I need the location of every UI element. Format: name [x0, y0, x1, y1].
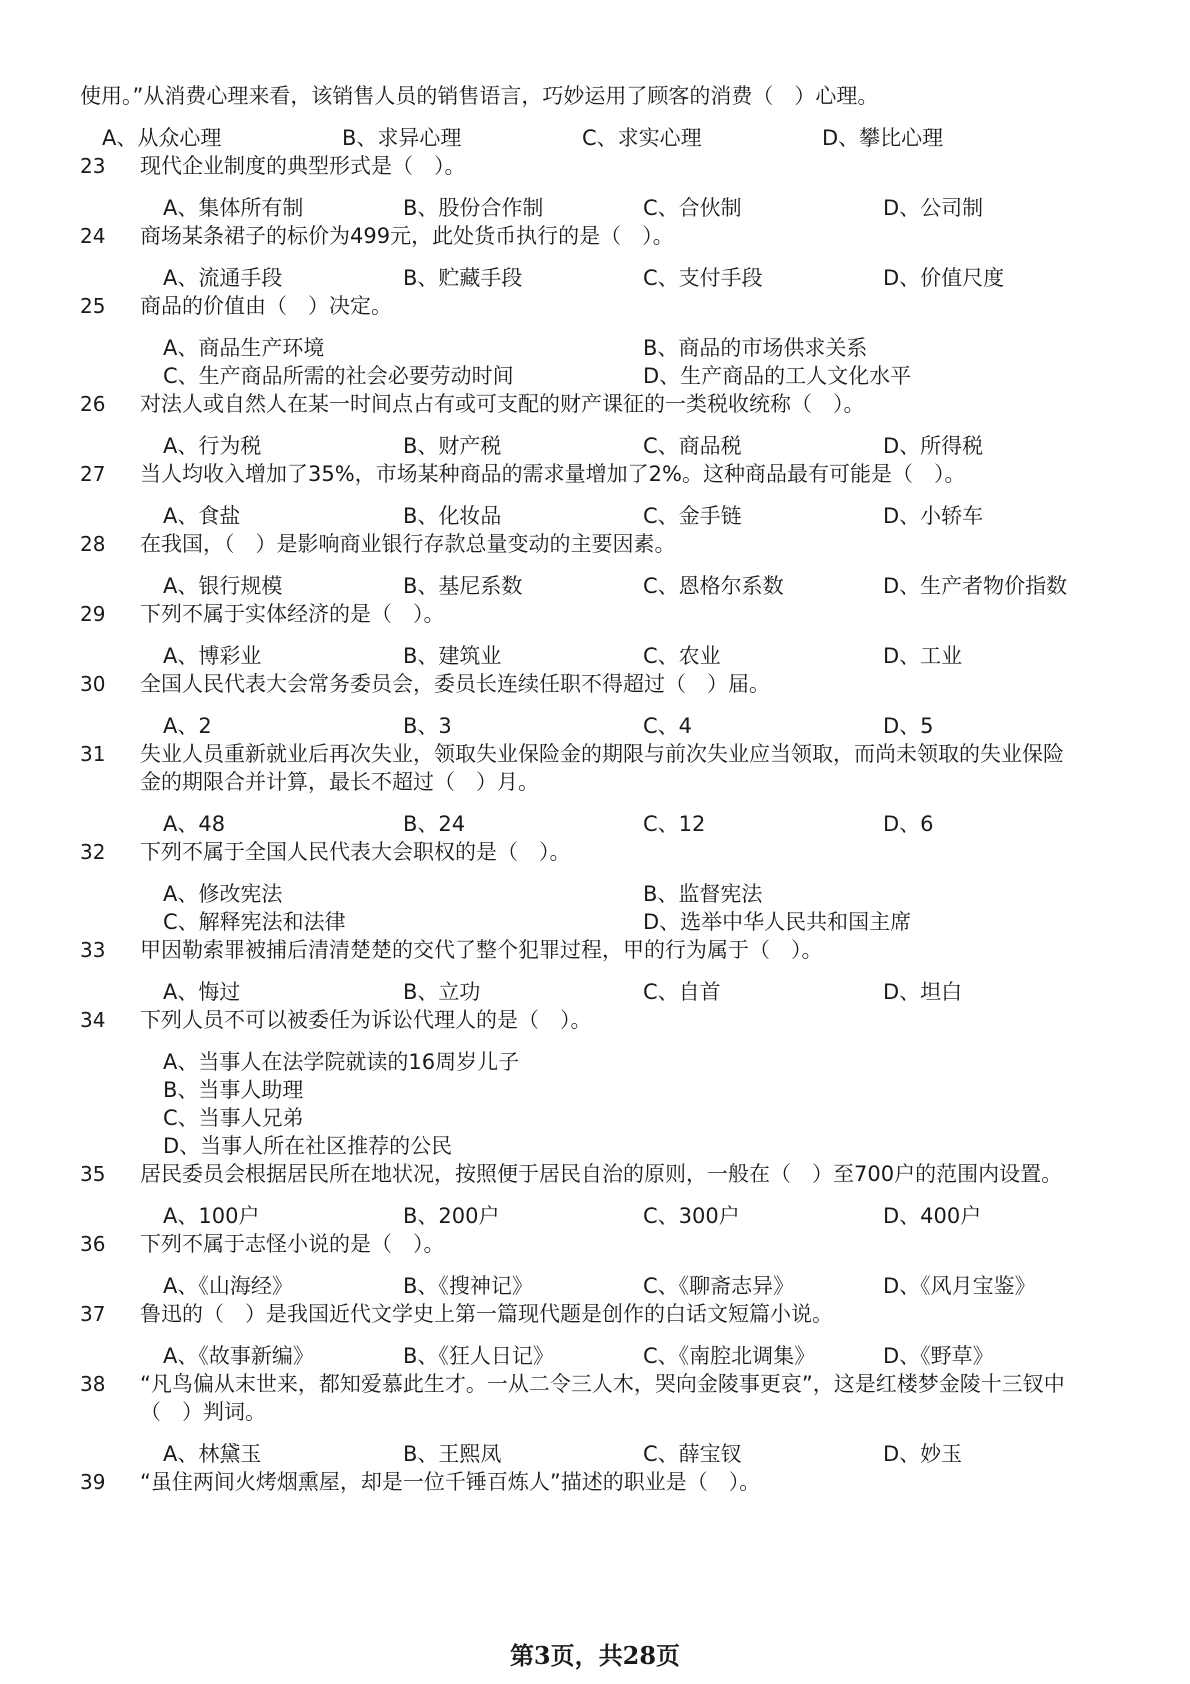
option-c: C、金手链: [643, 504, 742, 528]
option-c: C、4: [643, 714, 693, 738]
option-d: D、小轿车: [883, 504, 984, 528]
question-stem: 下列不属于实体经济的是（ ）。: [140, 602, 445, 626]
option-b: B、3: [403, 714, 452, 738]
question-stem: “虽住两间火烤烟熏屋，却是一位千锤百炼人”描述的职业是（ ）。: [140, 1470, 761, 1494]
option-c: C、商品税: [643, 434, 742, 458]
option-d: D、当事人所在社区推荐的公民: [163, 1134, 453, 1158]
question-number: 38: [80, 1372, 106, 1396]
question-stem: 全国人民代表大会常务委员会，委员长连续任职不得超过（ ）届。: [140, 672, 770, 696]
option-c: C、合伙制: [643, 196, 742, 220]
question-number: 29: [80, 602, 106, 626]
option-d: D、工业: [883, 644, 963, 668]
option-c: C、《聊斋志异》: [643, 1274, 795, 1298]
question-stem-line-2: （ ）判词。: [140, 1400, 266, 1424]
question-number: 31: [80, 742, 106, 766]
option-d: D、公司制: [883, 196, 984, 220]
question-stem: 下列人员不可以被委任为诉讼代理人的是（ ）。: [140, 1008, 592, 1032]
question-22-option-b: B、求异心理: [342, 126, 462, 150]
option-b: B、监督宪法: [643, 882, 763, 906]
option-a: A、《山海经》: [163, 1274, 293, 1298]
question-number: 35: [80, 1162, 106, 1186]
option-c: C、薛宝钗: [643, 1442, 742, 1466]
question-number: 30: [80, 672, 106, 696]
question-22-option-c: C、求实心理: [582, 126, 702, 150]
option-b: B、商品的市场供求关系: [643, 336, 868, 360]
option-b: B、基尼系数: [403, 574, 523, 598]
option-d: D、所得税: [883, 434, 984, 458]
question-stem: 居民委员会根据居民所在地状况，按照便于居民自治的原则，一般在（ ）至700户的范围内设置。: [140, 1162, 1063, 1186]
question-stem: 在我国，（ ）是影响商业银行存款总量变动的主要因素。: [140, 532, 676, 556]
option-a: A、当事人在法学院就读的16周岁儿子: [163, 1050, 520, 1074]
question-number: 28: [80, 532, 106, 556]
option-d: D、生产者物价指数: [883, 574, 1068, 598]
question-stem: 当人均收入增加了35%，市场某种商品的需求量增加了2%。这种商品最有可能是（ ）。: [140, 462, 966, 486]
question-stem: 甲因勒索罪被捕后清清楚楚的交代了整个犯罪过程，甲的行为属于（ ）。: [140, 938, 823, 962]
question-stem: 下列不属于志怪小说的是（ ）。: [140, 1232, 445, 1256]
option-b: B、《狂人日记》: [403, 1344, 554, 1368]
option-a: A、悔过: [163, 980, 241, 1004]
option-b: B、化妆品: [403, 504, 502, 528]
option-a: A、行为税: [163, 434, 262, 458]
option-c: C、生产商品所需的社会必要劳动时间: [163, 364, 514, 388]
option-d: D、400户: [883, 1204, 982, 1228]
option-a: A、48: [163, 812, 226, 836]
question-number: 23: [80, 154, 106, 178]
option-a: A、修改宪法: [163, 882, 283, 906]
option-d: D、《野草》: [883, 1344, 994, 1368]
question-22-option-a: A、从众心理: [102, 126, 222, 150]
option-b: B、200户: [403, 1204, 500, 1228]
option-d: D、生产商品的工人文化水平: [643, 364, 912, 388]
option-a: A、2: [163, 714, 212, 738]
option-a: A、集体所有制: [163, 196, 304, 220]
option-b: B、当事人助理: [163, 1078, 304, 1102]
option-b: B、贮藏手段: [403, 266, 523, 290]
question-22-option-d: D、攀比心理: [822, 126, 944, 150]
option-c: C、12: [643, 812, 706, 836]
option-d: D、6: [883, 812, 934, 836]
question-22-stem-tail: 使用。”从消费心理来看，该销售人员的销售语言，巧妙运用了顾客的消费（ ）心理。: [80, 84, 879, 108]
option-c: C、《南腔北调集》: [643, 1344, 816, 1368]
question-stem: 商场某条裙子的标价为499元，此处货币执行的是（ ）。: [140, 224, 674, 248]
question-number: 33: [80, 938, 106, 962]
option-a: A、银行规模: [163, 574, 283, 598]
option-d: D、《风月宝鉴》: [883, 1274, 1036, 1298]
option-c: C、300户: [643, 1204, 740, 1228]
option-c: C、农业: [643, 644, 721, 668]
option-b: B、24: [403, 812, 466, 836]
question-number: 34: [80, 1008, 106, 1032]
option-b: B、立功: [403, 980, 481, 1004]
option-c: C、恩格尔系数: [643, 574, 784, 598]
question-stem: 下列不属于全国人民代表大会职权的是（ ）。: [140, 840, 571, 864]
question-number: 39: [80, 1470, 106, 1494]
question-stem: 对法人或自然人在某一时间点占有或可支配的财产课征的一类税收统称（ ）。: [140, 392, 865, 416]
option-d: D、5: [883, 714, 934, 738]
question-number: 37: [80, 1302, 106, 1326]
question-stem: 商品的价值由（ ）决定。: [140, 294, 392, 318]
option-b: B、王熙凤: [403, 1442, 502, 1466]
question-number: 27: [80, 462, 106, 486]
option-b: B、财产税: [403, 434, 502, 458]
question-stem: 现代企业制度的典型形式是（ ）。: [140, 154, 466, 178]
option-d: D、选举中华人民共和国主席: [643, 910, 912, 934]
option-a: A、博彩业: [163, 644, 262, 668]
option-d: D、坦白: [883, 980, 963, 1004]
option-d: D、妙玉: [883, 1442, 963, 1466]
option-c: C、支付手段: [643, 266, 763, 290]
page-footer: 第3页，共28页: [509, 1641, 681, 1670]
question-number: 26: [80, 392, 106, 416]
question-stem: “凡鸟偏从末世来，都知爱慕此生才。一从二令三人木，哭向金陵事更哀”，这是红楼梦金陵十三钗中: [140, 1372, 1065, 1396]
question-stem-line-2: 金的期限合并计算，最长不超过（ ）月。: [140, 770, 539, 794]
question-number: 24: [80, 224, 106, 248]
option-a: A、流通手段: [163, 266, 283, 290]
option-a: A、商品生产环境: [163, 336, 325, 360]
option-c: C、自首: [643, 980, 721, 1004]
option-b: B、《搜神记》: [403, 1274, 533, 1298]
option-a: A、食盐: [163, 504, 241, 528]
option-c: C、当事人兄弟: [163, 1106, 304, 1130]
option-c: C、解释宪法和法律: [163, 910, 346, 934]
question-number: 32: [80, 840, 106, 864]
option-b: B、建筑业: [403, 644, 502, 668]
option-d: D、价值尺度: [883, 266, 1005, 290]
question-number: 25: [80, 294, 106, 318]
option-a: A、《故事新编》: [163, 1344, 314, 1368]
option-a: A、100户: [163, 1204, 260, 1228]
question-number: 36: [80, 1232, 106, 1256]
option-a: A、林黛玉: [163, 1442, 262, 1466]
question-stem: 失业人员重新就业后再次失业，领取失业保险金的期限与前次失业应当领取，而尚未领取的失业保险: [140, 742, 1064, 766]
option-b: B、股份合作制: [403, 196, 544, 220]
question-stem: 鲁迅的（ ）是我国近代文学史上第一篇现代题是创作的白话文短篇小说。: [140, 1302, 833, 1326]
